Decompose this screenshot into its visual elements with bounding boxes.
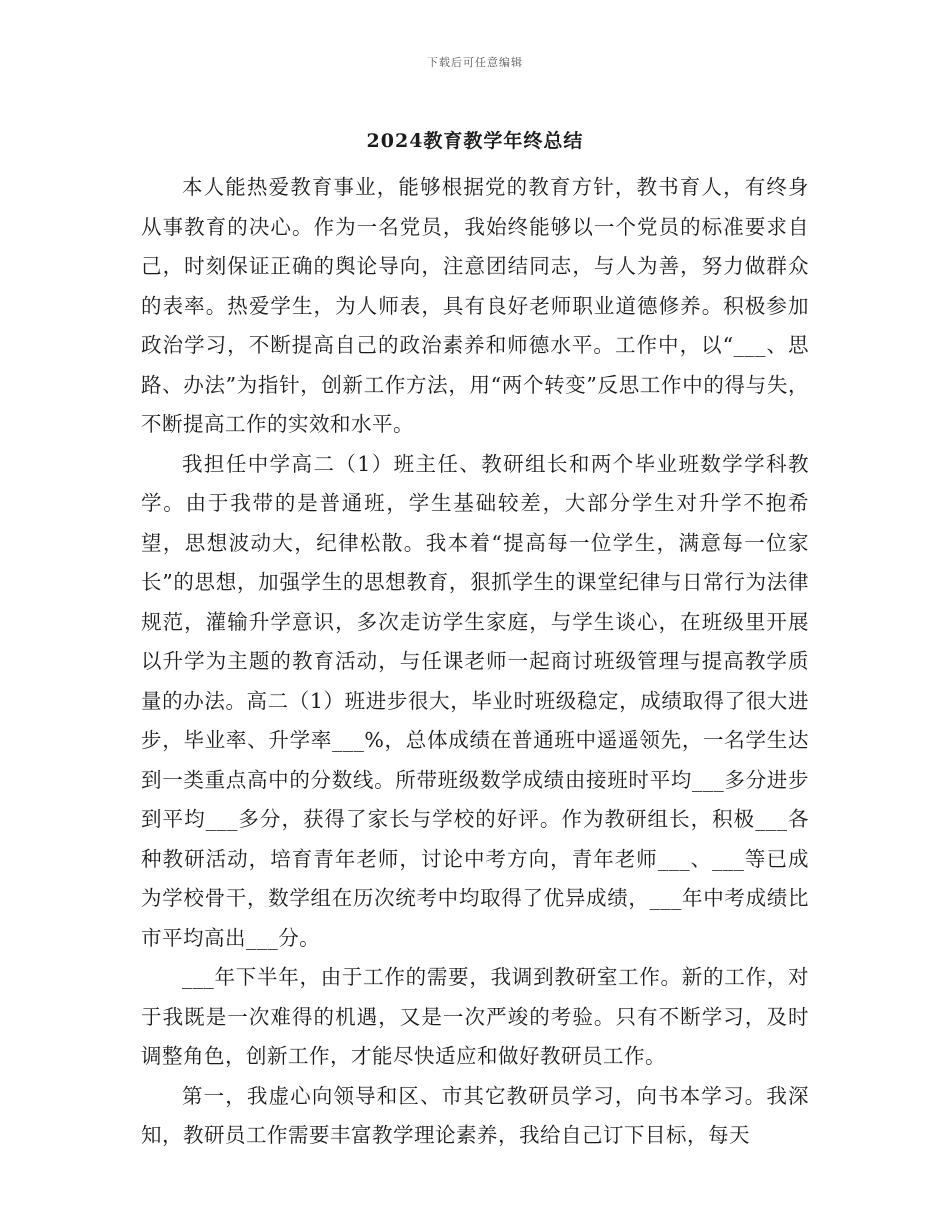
paragraph-1: 本人能热爱教育事业，能够根据党的教育方针，教书育人，有终身从事教育的决心。作为一名党员，我始终能够以一个党员的标准要求自己，时刻保证正确的舆论导向，注意团结同志，与人为善，努力做群众的表率。热爱学生，为人师表，具有良好老师职业道德修养。积极参加政治学习，不断提高自己的政治素养和师德水平。工作中，以“___、思路、办法”为指针，创新工作方法，用“两个转变”反思工作中的得与失，不断提高工作的实效和水平。 (141, 175, 809, 436)
paragraph-4: 第一，我虚心向领导和区、市其它教研员学习，向书本学习。我深知，教研员工作需要丰富教学理论素养，我给自己订下目标，每天 (141, 1083, 809, 1147)
page-header-note: 下载后可任意编辑 (427, 56, 523, 69)
paragraph-2: 我担任中学高二（1）班主任、教研组长和两个毕业班数学学科教学。由于我带的是普通班，学生基础较差，大部分学生对升学不抱希望，思想波动大，纪律松散。我本着“提高每一位学生，满意每一位家长”的思想，加强学生的思想教育，狠抓学生的课堂纪律与日常行为法律规范，灌输升学意识，多次走访学生家庭，与学生谈心，在班级里开展以升学为主题的教育活动，与任课老师一起商讨班级管理与提高教学质量的办法。高二（1）班进步很大，毕业时班级稳定，成绩取得了很大进步，毕业率、升学率___%，总体成绩在普通班中遥遥领先，一名学生达到一类重点高中的分数线。所带班级数学成绩由接班时平均___多分进步到平均___多分，获得了家长与学校的好评。作为教研组长，积极___各种教研活动，培育青年老师，讨论中考方向，青年老师___、___等已成为学校骨干，数学组在历次统考中均取得了优异成绩，___年中考成绩比市平均高出___分。 (141, 451, 809, 950)
document-title: 2024教育教学年终总结 (366, 130, 584, 152)
document-body (141, 168, 809, 1156)
paragraph-3: ___年下半年，由于工作的需要，我调到教研室工作。新的工作，对于我既是一次难得的机遇，又是一次严竣的考验。只有不断学习，及时调整角色，创新工作，才能尽快适应和做好教研员工作。 (141, 965, 809, 1068)
